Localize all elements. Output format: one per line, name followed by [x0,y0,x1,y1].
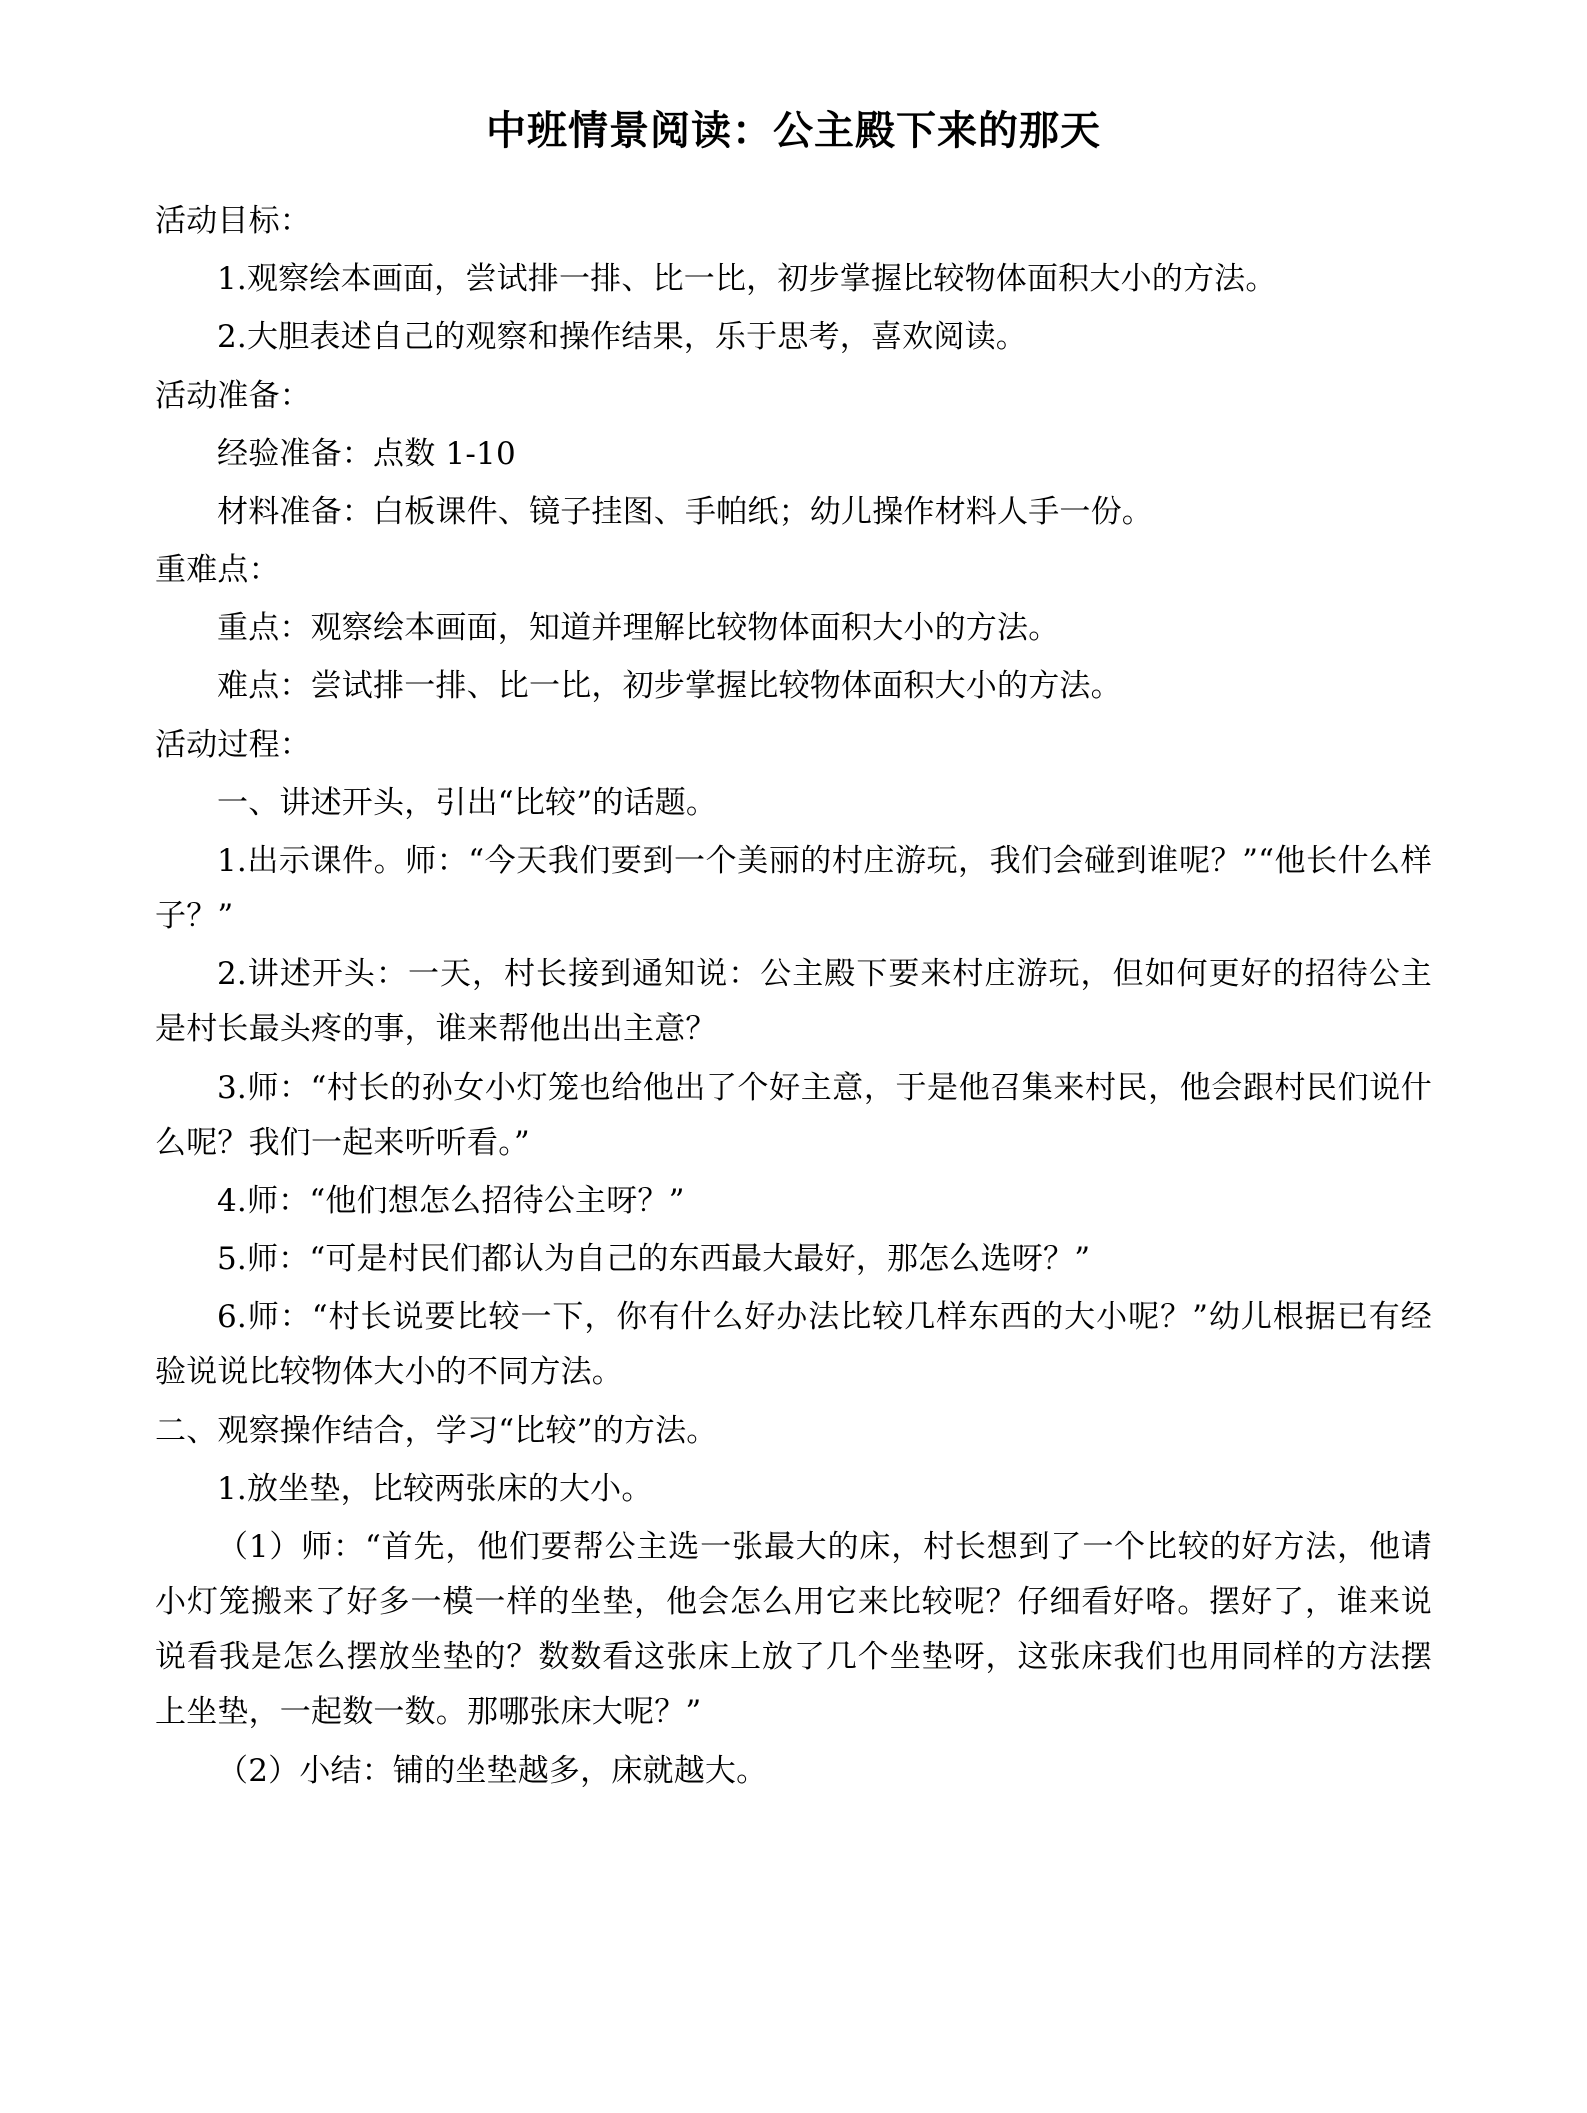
process-part-two-step-1-sub-1: （1）师：“首先，他们要帮公主选一张最大的床，村长想到了一个比较的好方法，他请小灯笼搬来了好多一模一样的坐垫，他会怎么用它来比较呢？仔细看好咯。摆好了，谁来说说看我是怎么摆放坐垫的？数数看这张床上放了几个坐垫呀，这张床我们也用同样的方法摆上坐垫，一起数一数。那哪张床大呢？” [155,1528,1432,1731]
section-heading-preparation: 活动准备： [155,377,311,414]
process-part-one-step-5: 5.师：“可是村民们都认为自己的东西最大最好，那怎么选呀？” [217,1241,1091,1278]
process-part-one-step-6: 6.师：“村长说要比较一下，你有什么好办法比较几样东西的大小呢？”幼儿根据已有经验说说比较物体大小的不同方法。 [155,1299,1432,1391]
key-point-difficulty: 难点：尝试排一排、比一比，初步掌握比较物体面积大小的方法。 [217,668,1122,705]
objective-item-1: 1.观察绘本画面，尝试排一排、比一比，初步掌握比较物体面积大小的方法。 [217,261,1277,298]
page-title: 中班情景阅读：公主殿下来的那天 [486,108,1101,154]
key-point-focus: 重点：观察绘本画面，知道并理解比较物体面积大小的方法。 [217,610,1060,647]
section-heading-key-points: 重难点： [155,552,280,589]
document-body [155,194,1432,1799]
process-part-one-step-4: 4.师：“他们想怎么招待公主呀？” [217,1182,685,1219]
section-heading-objectives: 活动目标： [155,203,311,239]
process-part-one-step-1: 1.出示课件。师：“今天我们要到一个美丽的村庄游玩，我们会碰到谁呢？”“他长什么样子？” [155,842,1432,935]
process-part-one-step-2: 2.讲述开头：一天，村长接到通知说：公主殿下要来村庄游玩，但如何更好的招待公主是村长最头疼的事，谁来帮他出出主意？ [155,956,1432,1048]
section-heading-process: 活动过程： [155,726,311,763]
preparation-materials: 材料准备：白板课件、镜子挂图、手帕纸；幼儿操作材料人手一份。 [217,493,1153,530]
process-part-two-step-1: 1.放坐垫，比较两张床的大小。 [217,1470,653,1507]
preparation-experience: 经验准备：点数 1-10 [217,435,516,472]
process-part-one-step-3: 3.师：“村长的孙女小灯笼也给他出了个好主意，于是他召集来村民，他会跟村民们说什么呢？我们一起来听听看。” [155,1069,1432,1161]
process-part-one-heading: 一、讲述开头，引出“比较”的话题。 [217,784,718,821]
process-part-two-step-1-sub-2: （2）小结：铺的坐垫越多，床就越大。 [217,1752,768,1789]
objective-item-2: 2.大胆表述自己的观察和操作结果，乐于思考，喜欢阅读。 [217,319,1027,356]
process-part-two-heading: 二、观察操作结合，学习“比较”的方法。 [155,1412,718,1449]
